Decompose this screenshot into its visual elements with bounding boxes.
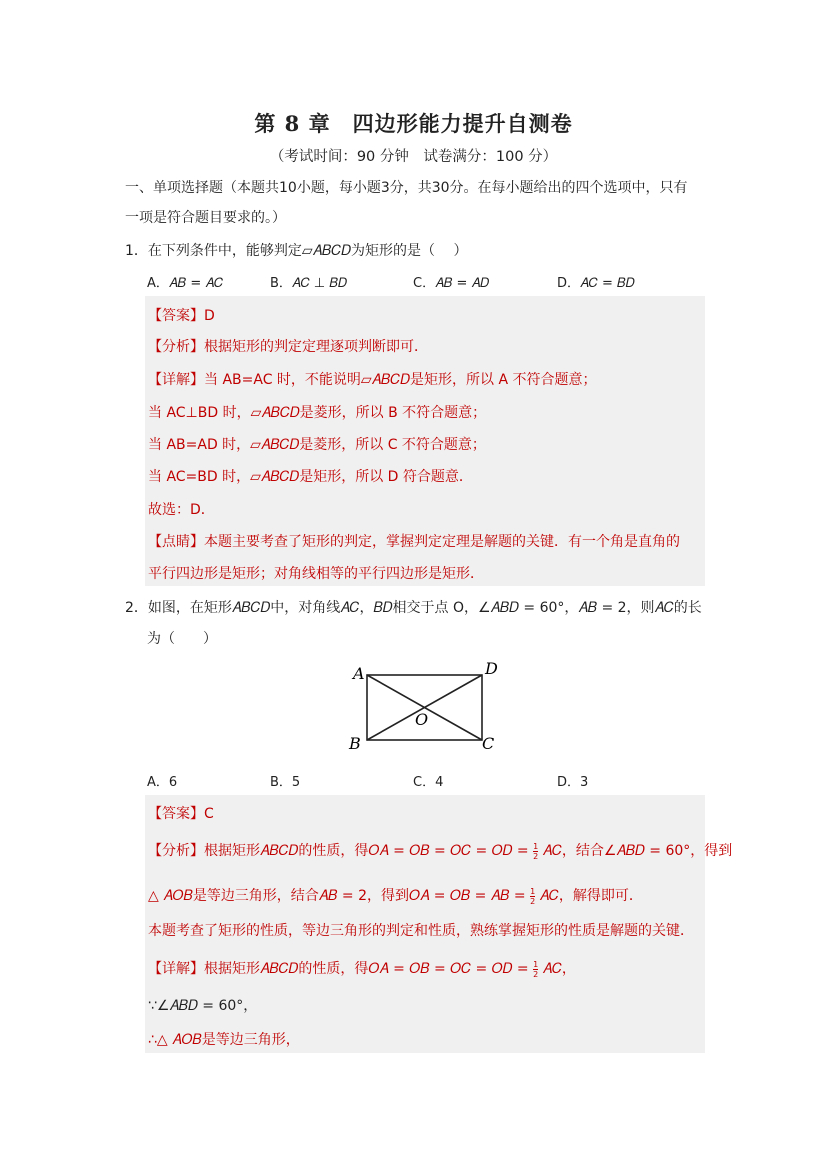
question-2-option-b: B．5 — [270, 775, 301, 790]
question-2-analysis-line1: 【分析】根据矩形𝐴𝐵𝐶𝐷的性质，得𝑂𝐴 = 𝑂𝐵 = 𝑂𝐶 = 𝑂𝐷 = $\frac{1}{2}$ 𝐴𝐶，结合∠𝐴𝐵𝐷 = 60°，得到 — [148, 841, 733, 861]
label-c: C — [482, 734, 495, 753]
label-a: A — [353, 664, 365, 683]
question-2-analysis-line2: △ 𝐴𝑂𝐵是等边三角形，结合𝐴𝐵 = 2，得到𝑂𝐴 = 𝑂𝐵 = 𝐴𝐵 = $\frac{1}{2}$ 𝐴𝐶，解得即可． — [148, 886, 643, 906]
question-2-stem-line2: 为（ ） — [147, 631, 217, 647]
question-2-option-a: A．6 — [147, 775, 178, 790]
question-2-answer: 【答案】C — [148, 806, 214, 822]
question-2-stem-line1: 2．如图，在矩形𝐴𝐵𝐶𝐷中，对角线𝐴𝐶，𝐵𝐷相交于点 O，∠𝐴𝐵𝐷 = 60°，𝐴𝐵 = 2，则𝐴𝐶的长 — [125, 600, 702, 616]
question-1-option-a: A．𝐴𝐵 = 𝐴𝐶 — [147, 276, 224, 291]
label-b: B — [349, 734, 361, 753]
question-2-option-c: C．4 — [413, 775, 444, 790]
exam-info: （考试时间：90 分钟 试卷满分：100 分） — [269, 149, 558, 165]
question-1-detail-line5: 故选：D． — [148, 502, 215, 518]
question-1-detail-line3: 当 AB=AD 时，▱𝐴𝐵𝐶𝐷是菱形，所以 C 不符合题意； — [148, 437, 486, 453]
question-1-comment-line2: 平行四边形是矩形；对角线相等的平行四边形是矩形． — [148, 566, 484, 582]
section-heading-line1: 一、单项选择题（本题共10小题，每小题3分，共30分。在每小题给出的四个选项中，只有 — [125, 180, 688, 196]
question-1-detail-line4: 当 AC=BD 时，▱𝐴𝐵𝐶𝐷是矩形，所以 D 符合题意． — [148, 469, 473, 485]
question-2-option-d: D．3 — [557, 775, 589, 790]
label-d: D — [485, 659, 498, 678]
question-1-stem: 1．在下列条件中，能够判定▱𝐴𝐵𝐶𝐷为矩形的是（ ） — [125, 243, 468, 259]
question-1-option-c: C．𝐴𝐵 = 𝐴𝐷 — [413, 276, 490, 291]
question-1-detail-line2: 当 AC⊥BD 时，▱𝐴𝐵𝐶𝐷是菱形，所以 B 不符合题意； — [148, 405, 487, 421]
question-2-note: 本题考查了矩形的性质，等边三角形的判定和性质，熟练掌握矩形的性质是解题的关键． — [148, 923, 694, 939]
fraction-half: $\frac{1}{2}$ — [533, 841, 539, 861]
question-1-option-b: B．𝐴𝐶 ⊥ 𝐵𝐷 — [270, 276, 348, 291]
fraction-half: $\frac{1}{2}$ — [533, 959, 539, 979]
label-o: O — [415, 710, 429, 729]
question-2-detail-line3: ∴△ 𝐴𝑂𝐵是等边三角形， — [148, 1032, 300, 1048]
question-1-detail-line1: 【详解】当 AB=AC 时，不能说明▱𝐴𝐵𝐶𝐷是矩形，所以 A 不符合题意； — [148, 372, 597, 388]
question-1-analysis: 【分析】根据矩形的判定定理逐项判断即可． — [148, 339, 428, 355]
question-1-answer: 【答案】D — [148, 308, 215, 324]
page-title: 第 8 章 四边形能力提升自测卷 — [254, 111, 573, 136]
question-1-option-d: D．𝐴𝐶 = 𝐵𝐷 — [557, 276, 635, 291]
question-2-detail-line2: ∵∠𝐴𝐵𝐷 = 60°， — [148, 998, 258, 1014]
question-1-comment-line1: 【点睛】本题主要考查了矩形的判定，掌握判定定理是解题的关键．有一个角是直角的 — [148, 534, 680, 550]
section-heading-line2: 一项是符合题目要求的。） — [125, 210, 286, 226]
question-2-detail-line1: 【详解】根据矩形𝐴𝐵𝐶𝐷的性质，得𝑂𝐴 = 𝑂𝐵 = 𝑂𝐶 = 𝑂𝐷 = $\frac{1}{2}$ 𝐴𝐶， — [148, 959, 576, 979]
rectangle-figure — [340, 655, 510, 755]
fraction-half: $\frac{1}{2}$ — [530, 886, 536, 906]
